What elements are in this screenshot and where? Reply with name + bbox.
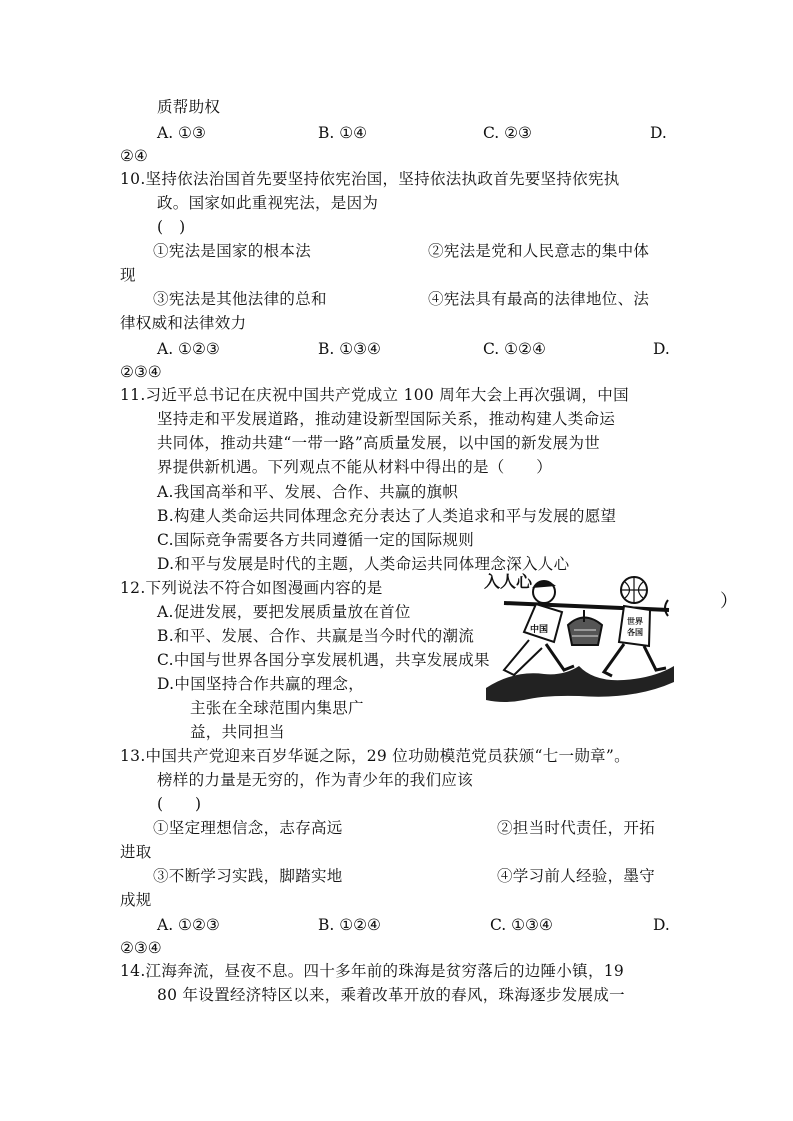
q9-stem-tail: 质帮助权 — [157, 98, 221, 116]
cartoon-illustration — [484, 570, 684, 705]
q12-option-d[interactable]: D.中国坚持合作共赢的理念， — [157, 675, 365, 693]
q10-option-c[interactable]: C. ①②④ — [483, 340, 546, 358]
q10-statement-2: ②宪法是党和人民意志的集中体 — [428, 242, 650, 260]
q13-stem-line2: 榜样的力量是无穷的，作为青少年的我们应该 — [157, 771, 474, 789]
q12-option-b[interactable]: B.和平、发展、合作、共赢是当今时代的潮流 — [157, 627, 475, 645]
q10-option-b[interactable]: B. ①③④ — [318, 340, 381, 358]
q13-statement-2-cont: 进取 — [120, 843, 152, 861]
q13-statement-4-cont: 成规 — [120, 891, 152, 909]
q13-statement-4: ④学习前人经验，墨守 — [497, 867, 656, 885]
q11-stem-line2: 坚持走和平发展道路，推动建设新型国际关系，推动构建人类命运 — [157, 410, 616, 428]
q13-answer-paren: ( ) — [157, 795, 202, 813]
q13-statement-3: ③不断学习实践，脚踏实地 — [153, 867, 343, 885]
q11-option-b[interactable]: B.构建人类命运共同体理念充分表达了人类追求和平与发展的愿望 — [157, 507, 617, 525]
q9-option-d[interactable]: D. — [650, 124, 667, 142]
q13-option-d-value: ②③④ — [120, 939, 162, 957]
q9-option-b[interactable]: B. ①④ — [318, 124, 368, 142]
q9-option-c[interactable]: C. ②③ — [483, 124, 532, 142]
q10-statement-1: ①宪法是国家的根本法 — [153, 242, 312, 260]
q10-option-d-value: ②③④ — [120, 363, 162, 381]
q13-stem-line1: 13.中国共产党迎来百岁华诞之际，29 位功勋模范党员获颁“七一勋章”。 — [120, 747, 630, 765]
q11-stem-line1: 11.习近平总书记在庆祝中国共产党成立 100 周年大会上再次强调，中国 — [120, 386, 629, 404]
q12-option-c[interactable]: C.中国与世界各国分享发展机遇，共享发展成果 — [157, 651, 490, 669]
q12-option-a[interactable]: A.促进发展，要把发展质量放在首位 — [157, 603, 411, 621]
china-label: 中国 — [530, 625, 549, 635]
q11-stem-line4: 界提供新机遇。下列观点不能从材料中得出的是（ ） — [157, 458, 553, 476]
q11-stem-line3: 共同体，推动共建“一带一路”高质量发展，以中国的新发展为世 — [157, 434, 601, 452]
q13-statement-1: ①坚定理想信念，志存高远 — [153, 819, 343, 837]
q10-answer-paren: ( ) — [157, 218, 186, 236]
q10-stem-line1: 10.坚持依法治国首先要坚持依宪治国，坚持依法执政首先要坚持依宪执 — [120, 170, 620, 188]
q13-option-c[interactable]: C. ①③④ — [490, 916, 553, 934]
q10-statement-3: ③宪法是其他法律的总和 — [153, 290, 327, 308]
q9-option-a[interactable]: A. ①③ — [157, 124, 206, 142]
cartoon-caption: 入人心 — [484, 572, 533, 591]
q10-option-a[interactable]: A. ①②③ — [157, 340, 220, 358]
q13-statement-2: ②担当时代责任，开拓 — [497, 819, 656, 837]
q10-statement-4-cont: 律权威和法律效力 — [120, 314, 247, 332]
q11-option-c[interactable]: C.国际竞争需要各方共同遵循一定的国际规则 — [157, 531, 475, 549]
q11-option-d[interactable]: D.和平与发展是时代的主题，人类命运共同体理念深入人心 — [157, 555, 570, 573]
q12-option-d-cont2: 益，共同担当 — [190, 723, 285, 741]
world-label-2: 各国 — [627, 628, 643, 637]
q12-option-d-cont1: 主张在全球范围内集思广 — [190, 699, 364, 717]
q10-stem-line2: 政。国家如此重视宪法，是因为 — [157, 194, 379, 212]
q10-statement-2-cont: 现 — [120, 266, 136, 284]
q11-option-a[interactable]: A.我国高举和平、发展、合作、共赢的旗帜 — [157, 483, 459, 501]
q13-option-d[interactable]: D. — [653, 916, 670, 934]
q14-stem-line2: 80 年设置经济特区以来，乘着改革开放的春风，珠海逐步发展成一 — [157, 986, 625, 1004]
q12-stem: 12.下列说法不符合如图漫画内容的是 — [120, 579, 383, 597]
q9-option-d-value: ②④ — [120, 147, 148, 165]
stray-bracket: ） — [720, 591, 738, 612]
q10-statement-4: ④宪法具有最高的法律地位、法 — [428, 290, 650, 308]
q13-option-b[interactable]: B. ①②④ — [318, 916, 381, 934]
q10-option-d[interactable]: D. — [653, 340, 670, 358]
q13-option-a[interactable]: A. ①②③ — [157, 916, 220, 934]
world-label-1: 世界 — [627, 617, 643, 626]
q14-stem-line1: 14.江海奔流，昼夜不息。四十多年前的珠海是贫穷落后的边陲小镇，19 — [120, 962, 625, 980]
